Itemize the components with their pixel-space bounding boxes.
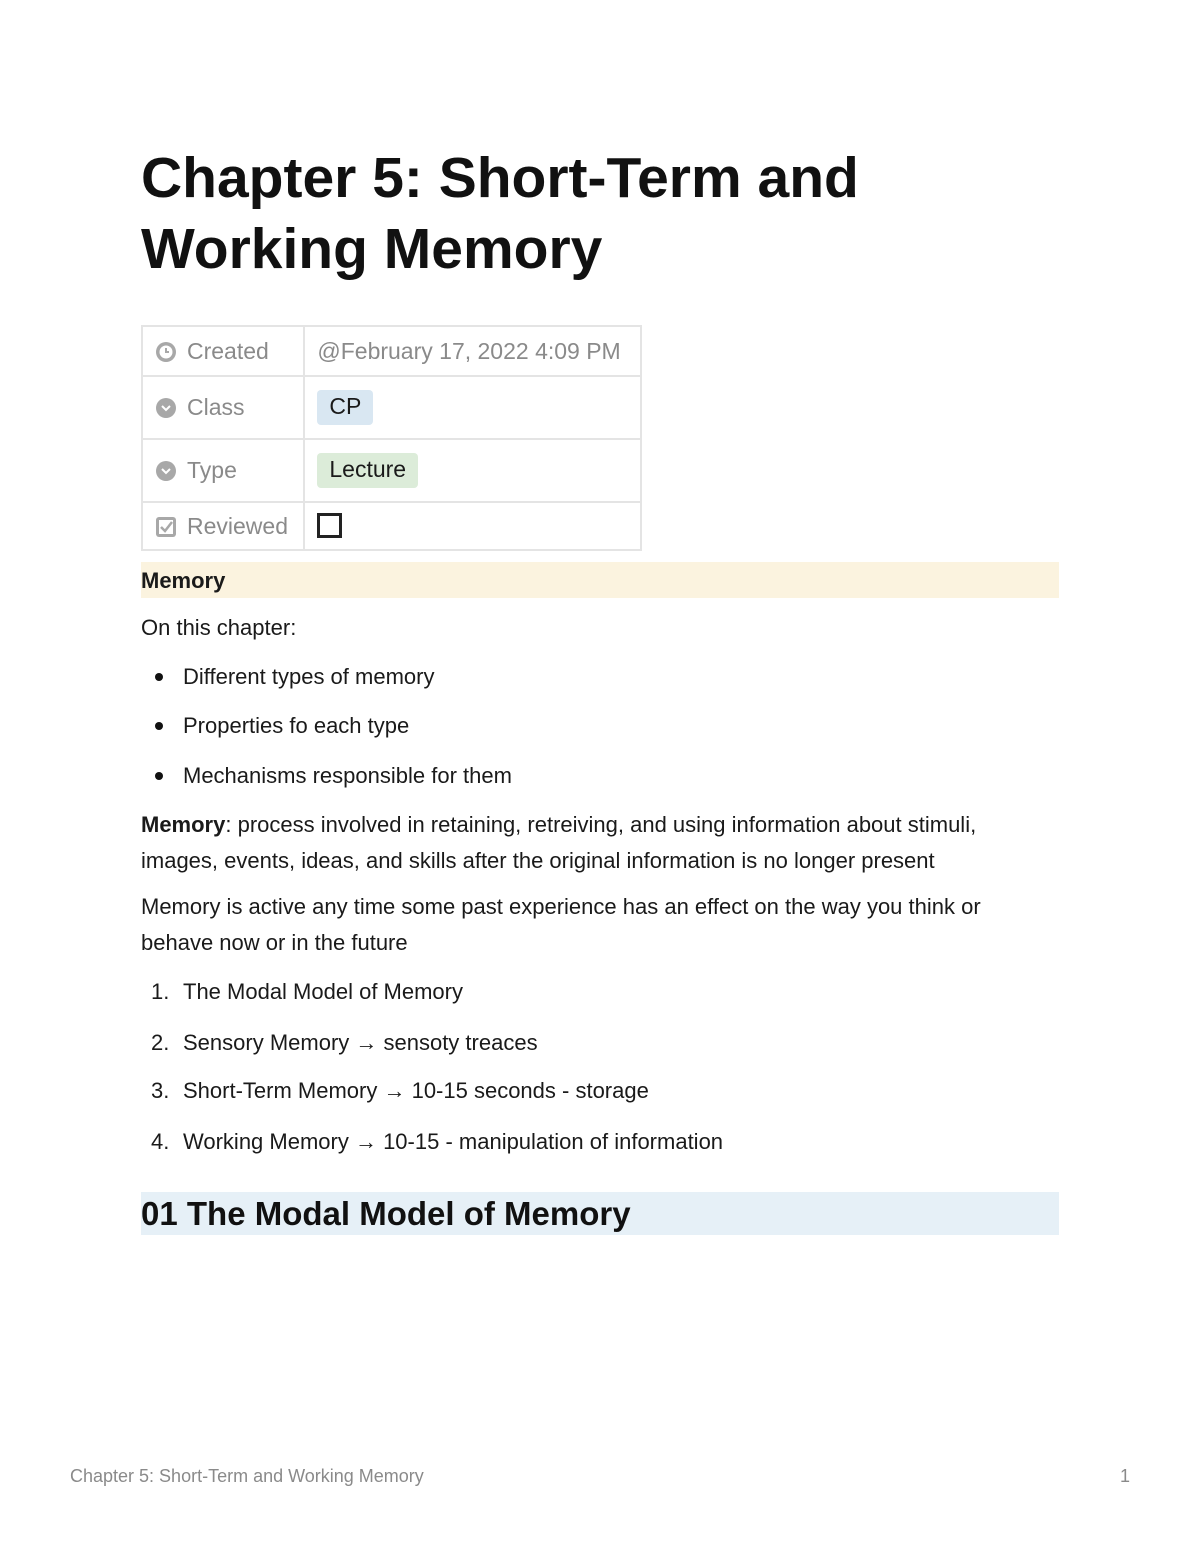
section-heading (141, 1192, 1059, 1235)
property-label: Reviewed (187, 512, 288, 539)
select-icon (155, 397, 177, 419)
section-heading-text: 01 The Modal Model of Memory (141, 1195, 631, 1232)
property-key-type (142, 439, 304, 502)
property-key-class (142, 376, 304, 439)
properties-table (141, 325, 642, 551)
item-text: Short-Term Memory → 10-15 seconds - storage (183, 1078, 649, 1103)
property-value-type[interactable] (304, 439, 641, 502)
property-label: Type (187, 457, 237, 483)
definition-term: Memory (141, 812, 226, 837)
property-key-reviewed (142, 502, 304, 550)
property-row-created (142, 326, 641, 376)
item-number: 1. (151, 979, 170, 1004)
type-tag[interactable]: Lecture (317, 453, 418, 488)
item-text: Sensory Memory → sensoty treaces (183, 1030, 538, 1055)
active-line-1: Memory is active any time some past experience has an effect on the way you think or (141, 894, 981, 919)
property-label: Created (187, 337, 269, 364)
clock-icon (155, 341, 177, 363)
list-item-text: Mechanisms responsible for them (183, 763, 512, 788)
property-row-reviewed (142, 502, 641, 550)
select-icon (155, 460, 177, 482)
property-row-type (142, 439, 641, 502)
definition-line-2: images, events, ideas, and skills after the original information is no longer present (141, 848, 935, 873)
memory-callout (141, 562, 1059, 598)
property-key-created (142, 326, 304, 376)
item-number: 2. (151, 1030, 170, 1055)
active-line-2: behave now or in the future (141, 930, 408, 955)
property-row-class (142, 376, 641, 439)
page-title-line-1: Chapter 5: Short-Term and (141, 146, 859, 210)
item-text: Working Memory → 10-15 - manipulation of information (183, 1129, 724, 1154)
property-value-created[interactable]: @February 17, 2022 4:09 PM (304, 326, 641, 376)
page-title-line-2: Working Memory (141, 217, 603, 281)
list-item-text: Different types of memory (183, 664, 435, 689)
list-item-text: Properties fo each type (183, 713, 410, 738)
class-tag[interactable]: CP (317, 390, 373, 425)
intro-text: On this chapter: (141, 615, 297, 640)
bullet-icon (155, 673, 163, 681)
reviewed-checkbox[interactable] (317, 513, 342, 538)
memory-active-paragraph (141, 889, 1061, 961)
page-number: 1 (1119, 1466, 1130, 1486)
bullet-icon (155, 722, 163, 730)
property-label: Class (187, 394, 245, 420)
memory-definition (141, 807, 1061, 879)
item-number: 4. (151, 1129, 170, 1154)
property-value-reviewed (304, 502, 641, 550)
item-text: The Modal Model of Memory (183, 979, 463, 1004)
footer-title: Chapter 5: Short-Term and Working Memory (70, 1466, 424, 1486)
checkbox-icon (155, 516, 177, 538)
property-value-class[interactable] (304, 376, 641, 439)
item-number: 3. (151, 1078, 170, 1103)
page-title (141, 143, 1101, 285)
bullet-icon (155, 772, 163, 780)
callout-text: Memory (141, 568, 226, 593)
definition-line-1: : process involved in retaining, retreiving, and using information about stimuli, (225, 812, 977, 837)
